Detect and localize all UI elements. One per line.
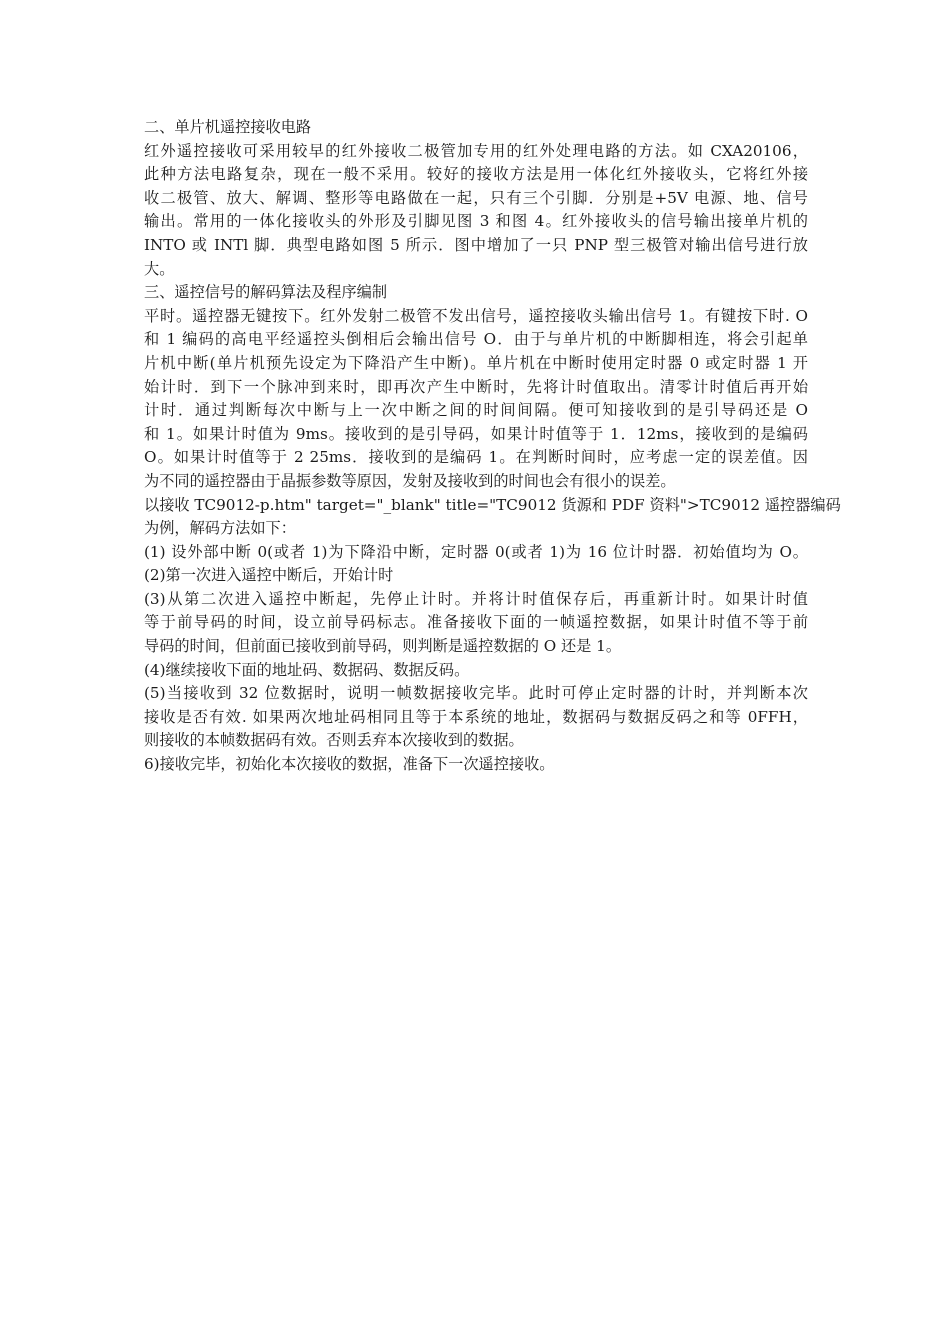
paragraph-line: 为例，解码方法如下： (144, 519, 296, 538)
paragraph-line: 平时。遥控器无键按下。红外发射二极管不发出信号，遥控接收头输出信号 1。有键按下时. O (144, 306, 808, 325)
list-item: 6)接收完毕，初始化本次接收的数据，准备下一次遥控接收。 (144, 755, 555, 774)
paragraph-line: 以接收 TC9012-p.htm" target="_blank" title="TC9012 货源和 PDF 资料">TC9012 遥控器编码 (144, 495, 841, 514)
list-item: 导码的时间，但前面已接收到前导码，则判断是遥控数据的 O 还是 1。 (144, 637, 622, 656)
list-item: 则接收的本帧数据码有效。否则丢弃本次接收到的数据。 (144, 731, 524, 750)
paragraph-line: 和 1 编码的高电平经遥控头倒相后会输出信号 O．由于与单片机的中断脚相连，将会引起单 (144, 330, 808, 349)
list-item: (3)从第二次进入遥控中断起，先停止计时。并将计时值保存后，再重新计时。如果计时值 (144, 589, 808, 608)
paragraph-line: 输出。常用的一体化接收头的外形及引脚见图 3 和图 4。红外接收头的信号输出接单片机的 (144, 212, 808, 231)
paragraph-line: 此种方法电路复杂，现在一般不采用。较好的接收方法是用一体化红外接收头，它将红外接 (144, 165, 808, 184)
list-item: (4)继续接收下面的地址码、数据码、数据反码。 (144, 660, 470, 679)
paragraph-line: INTO 或 INTl 脚．典型电路如图 5 所示．图中增加了一只 PNP 型三极管对输出信号进行放 (144, 235, 808, 254)
paragraph-line: 收二极管、放大、解调、整形等电路做在一起，只有三个引脚．分别是+5V 电源、地、信号 (144, 188, 808, 207)
paragraph-line: 红外遥控接收可采用较早的红外接收二极管加专用的红外处理电路的方法。如 CXA20106， (144, 141, 808, 160)
document-body (144, 116, 841, 777)
list-item: (2)第一次进入遥控中断后，开始计时 (144, 566, 394, 585)
list-item: 等于前导码的时间，设立前导码标志。准备接收下面的一帧遥控数据，如果计时值不等于前 (144, 613, 808, 632)
paragraph-line: 大。 (144, 259, 175, 278)
list-item: (1) 设外部中断 0(或者 1)为下降沿中断，定时器 0(或者 1)为 16 位计时器．初始值均为 O。 (144, 542, 808, 561)
list-item: (5)当接收到 32 位数据时，说明一帧数据接收完毕。此时可停止定时器的计时，并判断本次 (144, 684, 808, 703)
section-heading-3: 三、遥控信号的解码算法及程序编制 (144, 283, 387, 302)
paragraph-line: 始计时．到下一个脉冲到来时，即再次产生中断时，先将计时值取出。清零计时值后再开始 (144, 377, 808, 396)
paragraph-line: 和 1。如果计时值为 9ms。接收到的是引导码，如果计时值等于 1．12ms，接收到的是编码 (144, 424, 808, 443)
list-item: 接收是否有效. 如果两次地址码相同且等于本系统的地址，数据码与数据反码之和等 0FFH， (144, 707, 808, 726)
paragraph-line: 为不同的遥控器由于晶振参数等原因，发射及接收到的时间也会有很小的误差。 (144, 471, 676, 490)
paragraph-line: O。如果计时值等于 2 25ms．接收到的是编码 1。在判断时间时，应考虑一定的误差值。因 (144, 448, 808, 467)
paragraph-line: 片机中断(单片机预先设定为下降沿产生中断)。单片机在中断时使用定时器 0 或定时器 1 开 (144, 353, 808, 372)
paragraph-line: 计时．通过判断每次中断与上一次中断之间的时间间隔。便可知接收到的是引导码还是 O (144, 401, 808, 420)
section-heading-2: 二、单片机遥控接收电路 (144, 118, 312, 136)
